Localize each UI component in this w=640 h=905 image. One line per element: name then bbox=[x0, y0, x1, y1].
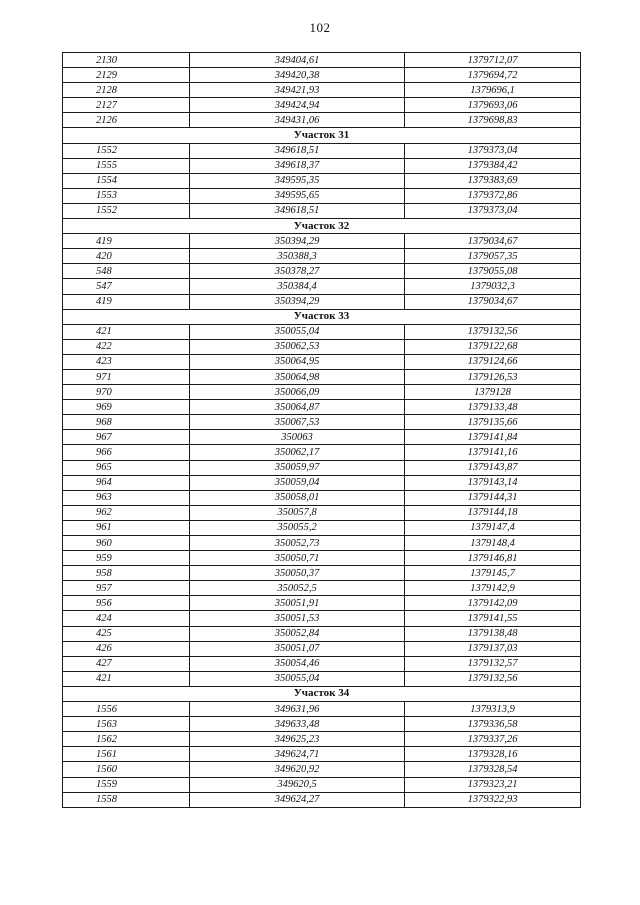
point-number-cell: 426 bbox=[63, 641, 190, 656]
table-row bbox=[63, 717, 581, 732]
table-row bbox=[63, 324, 581, 339]
table-row bbox=[63, 98, 581, 113]
y-coordinate-cell: 1379145,7 bbox=[405, 566, 581, 581]
y-coordinate-cell: 1379032,3 bbox=[405, 279, 581, 294]
y-coordinate-cell: 1379336,58 bbox=[405, 717, 581, 732]
x-coordinate-cell: 349624,27 bbox=[190, 792, 405, 807]
y-coordinate-cell: 1379146,81 bbox=[405, 551, 581, 566]
point-number-cell: 419 bbox=[63, 234, 190, 249]
point-number-cell: 1552 bbox=[63, 203, 190, 218]
y-coordinate-cell: 1379133,48 bbox=[405, 400, 581, 415]
x-coordinate-cell: 350059,04 bbox=[190, 475, 405, 490]
point-number-cell: 1558 bbox=[63, 792, 190, 807]
table-row bbox=[63, 641, 581, 656]
x-coordinate-cell: 350067,53 bbox=[190, 415, 405, 430]
point-number-cell: 2126 bbox=[63, 113, 190, 128]
y-coordinate-cell: 1379142,09 bbox=[405, 596, 581, 611]
y-coordinate-cell: 1379141,84 bbox=[405, 430, 581, 445]
x-coordinate-cell: 350051,53 bbox=[190, 611, 405, 626]
table-row bbox=[63, 611, 581, 626]
coordinates-table bbox=[62, 52, 581, 808]
x-coordinate-cell: 350066,09 bbox=[190, 385, 405, 400]
x-coordinate-cell: 349620,92 bbox=[190, 762, 405, 777]
point-number-cell: 421 bbox=[63, 324, 190, 339]
table-row bbox=[63, 68, 581, 83]
x-coordinate-cell: 349618,51 bbox=[190, 143, 405, 158]
y-coordinate-cell: 1379384,42 bbox=[405, 158, 581, 173]
y-coordinate-cell: 1379144,18 bbox=[405, 505, 581, 520]
point-number-cell: 2128 bbox=[63, 83, 190, 98]
y-coordinate-cell: 1379141,16 bbox=[405, 445, 581, 460]
point-number-cell: 962 bbox=[63, 505, 190, 520]
table-row bbox=[63, 113, 581, 128]
table-row bbox=[63, 234, 581, 249]
table-row bbox=[63, 566, 581, 581]
table-row bbox=[63, 551, 581, 566]
x-coordinate-cell: 350052,84 bbox=[190, 626, 405, 641]
point-number-cell: 970 bbox=[63, 385, 190, 400]
x-coordinate-cell: 349595,65 bbox=[190, 188, 405, 203]
table-row bbox=[63, 53, 581, 68]
table-row bbox=[63, 460, 581, 475]
y-coordinate-cell: 1379373,04 bbox=[405, 143, 581, 158]
table-row bbox=[63, 762, 581, 777]
y-coordinate-cell: 1379122,68 bbox=[405, 339, 581, 354]
y-coordinate-cell: 1379126,53 bbox=[405, 369, 581, 384]
point-number-cell: 961 bbox=[63, 520, 190, 535]
table-row bbox=[63, 520, 581, 535]
y-coordinate-cell: 1379132,56 bbox=[405, 324, 581, 339]
y-coordinate-cell: 1379313,9 bbox=[405, 702, 581, 717]
point-number-cell: 547 bbox=[63, 279, 190, 294]
y-coordinate-cell: 1379328,16 bbox=[405, 747, 581, 762]
point-number-cell: 1561 bbox=[63, 747, 190, 762]
y-coordinate-cell: 1379132,56 bbox=[405, 671, 581, 686]
x-coordinate-cell: 349595,35 bbox=[190, 173, 405, 188]
x-coordinate-cell: 350052,5 bbox=[190, 581, 405, 596]
x-coordinate-cell: 350388,3 bbox=[190, 249, 405, 264]
table-row bbox=[63, 385, 581, 400]
x-coordinate-cell: 350055,2 bbox=[190, 520, 405, 535]
point-number-cell: 971 bbox=[63, 369, 190, 384]
point-number-cell: 419 bbox=[63, 294, 190, 309]
point-number-cell: 1552 bbox=[63, 143, 190, 158]
x-coordinate-cell: 350378,27 bbox=[190, 264, 405, 279]
point-number-cell: 956 bbox=[63, 596, 190, 611]
x-coordinate-cell: 349424,94 bbox=[190, 98, 405, 113]
x-coordinate-cell: 350051,07 bbox=[190, 641, 405, 656]
x-coordinate-cell: 350055,04 bbox=[190, 671, 405, 686]
point-number-cell: 1562 bbox=[63, 732, 190, 747]
point-number-cell: 1553 bbox=[63, 188, 190, 203]
x-coordinate-cell: 350058,01 bbox=[190, 490, 405, 505]
table-row bbox=[63, 505, 581, 520]
table-row bbox=[63, 354, 581, 369]
table-row bbox=[63, 581, 581, 596]
section-header-row bbox=[63, 309, 581, 324]
table-row bbox=[63, 249, 581, 264]
y-coordinate-cell: 1379693,06 bbox=[405, 98, 581, 113]
x-coordinate-cell: 349631,96 bbox=[190, 702, 405, 717]
section-title: Участок 31 bbox=[63, 128, 581, 143]
x-coordinate-cell: 349633,48 bbox=[190, 717, 405, 732]
x-coordinate-cell: 350050,71 bbox=[190, 551, 405, 566]
table-row bbox=[63, 430, 581, 445]
point-number-cell: 960 bbox=[63, 536, 190, 551]
y-coordinate-cell: 1379124,66 bbox=[405, 354, 581, 369]
table-row bbox=[63, 264, 581, 279]
section-title: Участок 34 bbox=[63, 686, 581, 701]
x-coordinate-cell: 349404,61 bbox=[190, 53, 405, 68]
point-number-cell: 967 bbox=[63, 430, 190, 445]
table-row bbox=[63, 203, 581, 218]
table-row bbox=[63, 490, 581, 505]
point-number-cell: 1563 bbox=[63, 717, 190, 732]
x-coordinate-cell: 349421,93 bbox=[190, 83, 405, 98]
point-number-cell: 958 bbox=[63, 566, 190, 581]
point-number-cell: 420 bbox=[63, 249, 190, 264]
section-title: Участок 32 bbox=[63, 219, 581, 234]
point-number-cell: 423 bbox=[63, 354, 190, 369]
x-coordinate-cell: 349618,51 bbox=[190, 203, 405, 218]
section-header-row bbox=[63, 219, 581, 234]
point-number-cell: 1559 bbox=[63, 777, 190, 792]
x-coordinate-cell: 350057,8 bbox=[190, 505, 405, 520]
table-row bbox=[63, 671, 581, 686]
table-row bbox=[63, 158, 581, 173]
table-row bbox=[63, 732, 581, 747]
y-coordinate-cell: 1379712,07 bbox=[405, 53, 581, 68]
point-number-cell: 1560 bbox=[63, 762, 190, 777]
y-coordinate-cell: 1379057,35 bbox=[405, 249, 581, 264]
y-coordinate-cell: 1379698,83 bbox=[405, 113, 581, 128]
point-number-cell: 1555 bbox=[63, 158, 190, 173]
section-title: Участок 33 bbox=[63, 309, 581, 324]
x-coordinate-cell: 350063 bbox=[190, 430, 405, 445]
x-coordinate-cell: 350394,29 bbox=[190, 294, 405, 309]
table-row bbox=[63, 339, 581, 354]
point-number-cell: 966 bbox=[63, 445, 190, 460]
table-row bbox=[63, 143, 581, 158]
table-row bbox=[63, 747, 581, 762]
table-row bbox=[63, 777, 581, 792]
table-row bbox=[63, 626, 581, 641]
y-coordinate-cell: 1379135,66 bbox=[405, 415, 581, 430]
x-coordinate-cell: 350394,29 bbox=[190, 234, 405, 249]
y-coordinate-cell: 1379138,48 bbox=[405, 626, 581, 641]
point-number-cell: 424 bbox=[63, 611, 190, 626]
coordinates-table-body bbox=[63, 53, 581, 808]
y-coordinate-cell: 1379141,55 bbox=[405, 611, 581, 626]
table-row bbox=[63, 279, 581, 294]
point-number-cell: 427 bbox=[63, 656, 190, 671]
x-coordinate-cell: 349624,71 bbox=[190, 747, 405, 762]
table-row bbox=[63, 173, 581, 188]
y-coordinate-cell: 1379034,67 bbox=[405, 234, 581, 249]
x-coordinate-cell: 349620,5 bbox=[190, 777, 405, 792]
point-number-cell: 1556 bbox=[63, 702, 190, 717]
point-number-cell: 548 bbox=[63, 264, 190, 279]
y-coordinate-cell: 1379143,14 bbox=[405, 475, 581, 490]
x-coordinate-cell: 349420,38 bbox=[190, 68, 405, 83]
x-coordinate-cell: 350064,87 bbox=[190, 400, 405, 415]
table-row bbox=[63, 369, 581, 384]
section-header-row bbox=[63, 686, 581, 701]
point-number-cell: 422 bbox=[63, 339, 190, 354]
table-row bbox=[63, 83, 581, 98]
y-coordinate-cell: 1379694,72 bbox=[405, 68, 581, 83]
x-coordinate-cell: 349431,06 bbox=[190, 113, 405, 128]
x-coordinate-cell: 350052,73 bbox=[190, 536, 405, 551]
table-row bbox=[63, 792, 581, 807]
point-number-cell: 425 bbox=[63, 626, 190, 641]
y-coordinate-cell: 1379322,93 bbox=[405, 792, 581, 807]
y-coordinate-cell: 1379128 bbox=[405, 385, 581, 400]
x-coordinate-cell: 350064,95 bbox=[190, 354, 405, 369]
point-number-cell: 969 bbox=[63, 400, 190, 415]
y-coordinate-cell: 1379034,67 bbox=[405, 294, 581, 309]
x-coordinate-cell: 350051,91 bbox=[190, 596, 405, 611]
y-coordinate-cell: 1379137,03 bbox=[405, 641, 581, 656]
point-number-cell: 963 bbox=[63, 490, 190, 505]
x-coordinate-cell: 350050,37 bbox=[190, 566, 405, 581]
y-coordinate-cell: 1379055,08 bbox=[405, 264, 581, 279]
point-number-cell: 959 bbox=[63, 551, 190, 566]
point-number-cell: 2130 bbox=[63, 53, 190, 68]
x-coordinate-cell: 349625,23 bbox=[190, 732, 405, 747]
y-coordinate-cell: 1379142,9 bbox=[405, 581, 581, 596]
y-coordinate-cell: 1379696,1 bbox=[405, 83, 581, 98]
point-number-cell: 965 bbox=[63, 460, 190, 475]
table-row bbox=[63, 702, 581, 717]
y-coordinate-cell: 1379323,21 bbox=[405, 777, 581, 792]
table-row bbox=[63, 475, 581, 490]
point-number-cell: 2127 bbox=[63, 98, 190, 113]
y-coordinate-cell: 1379383,69 bbox=[405, 173, 581, 188]
point-number-cell: 2129 bbox=[63, 68, 190, 83]
y-coordinate-cell: 1379144,31 bbox=[405, 490, 581, 505]
y-coordinate-cell: 1379143,87 bbox=[405, 460, 581, 475]
table-row bbox=[63, 596, 581, 611]
table-row bbox=[63, 445, 581, 460]
point-number-cell: 1554 bbox=[63, 173, 190, 188]
y-coordinate-cell: 1379372,86 bbox=[405, 188, 581, 203]
y-coordinate-cell: 1379147,4 bbox=[405, 520, 581, 535]
x-coordinate-cell: 350064,98 bbox=[190, 369, 405, 384]
point-number-cell: 421 bbox=[63, 671, 190, 686]
y-coordinate-cell: 1379373,04 bbox=[405, 203, 581, 218]
point-number-cell: 964 bbox=[63, 475, 190, 490]
x-coordinate-cell: 350059,97 bbox=[190, 460, 405, 475]
x-coordinate-cell: 350062,53 bbox=[190, 339, 405, 354]
table-row bbox=[63, 536, 581, 551]
point-number-cell: 957 bbox=[63, 581, 190, 596]
y-coordinate-cell: 1379148,4 bbox=[405, 536, 581, 551]
section-header-row bbox=[63, 128, 581, 143]
table-row bbox=[63, 400, 581, 415]
x-coordinate-cell: 349618,37 bbox=[190, 158, 405, 173]
x-coordinate-cell: 350062,17 bbox=[190, 445, 405, 460]
table-row bbox=[63, 656, 581, 671]
x-coordinate-cell: 350054,46 bbox=[190, 656, 405, 671]
x-coordinate-cell: 350055,04 bbox=[190, 324, 405, 339]
point-number-cell: 968 bbox=[63, 415, 190, 430]
x-coordinate-cell: 350384,4 bbox=[190, 279, 405, 294]
y-coordinate-cell: 1379132,57 bbox=[405, 656, 581, 671]
table-row bbox=[63, 294, 581, 309]
table-row bbox=[63, 415, 581, 430]
page-number: 102 bbox=[309, 20, 331, 35]
y-coordinate-cell: 1379337,26 bbox=[405, 732, 581, 747]
table-row bbox=[63, 188, 581, 203]
y-coordinate-cell: 1379328,54 bbox=[405, 762, 581, 777]
